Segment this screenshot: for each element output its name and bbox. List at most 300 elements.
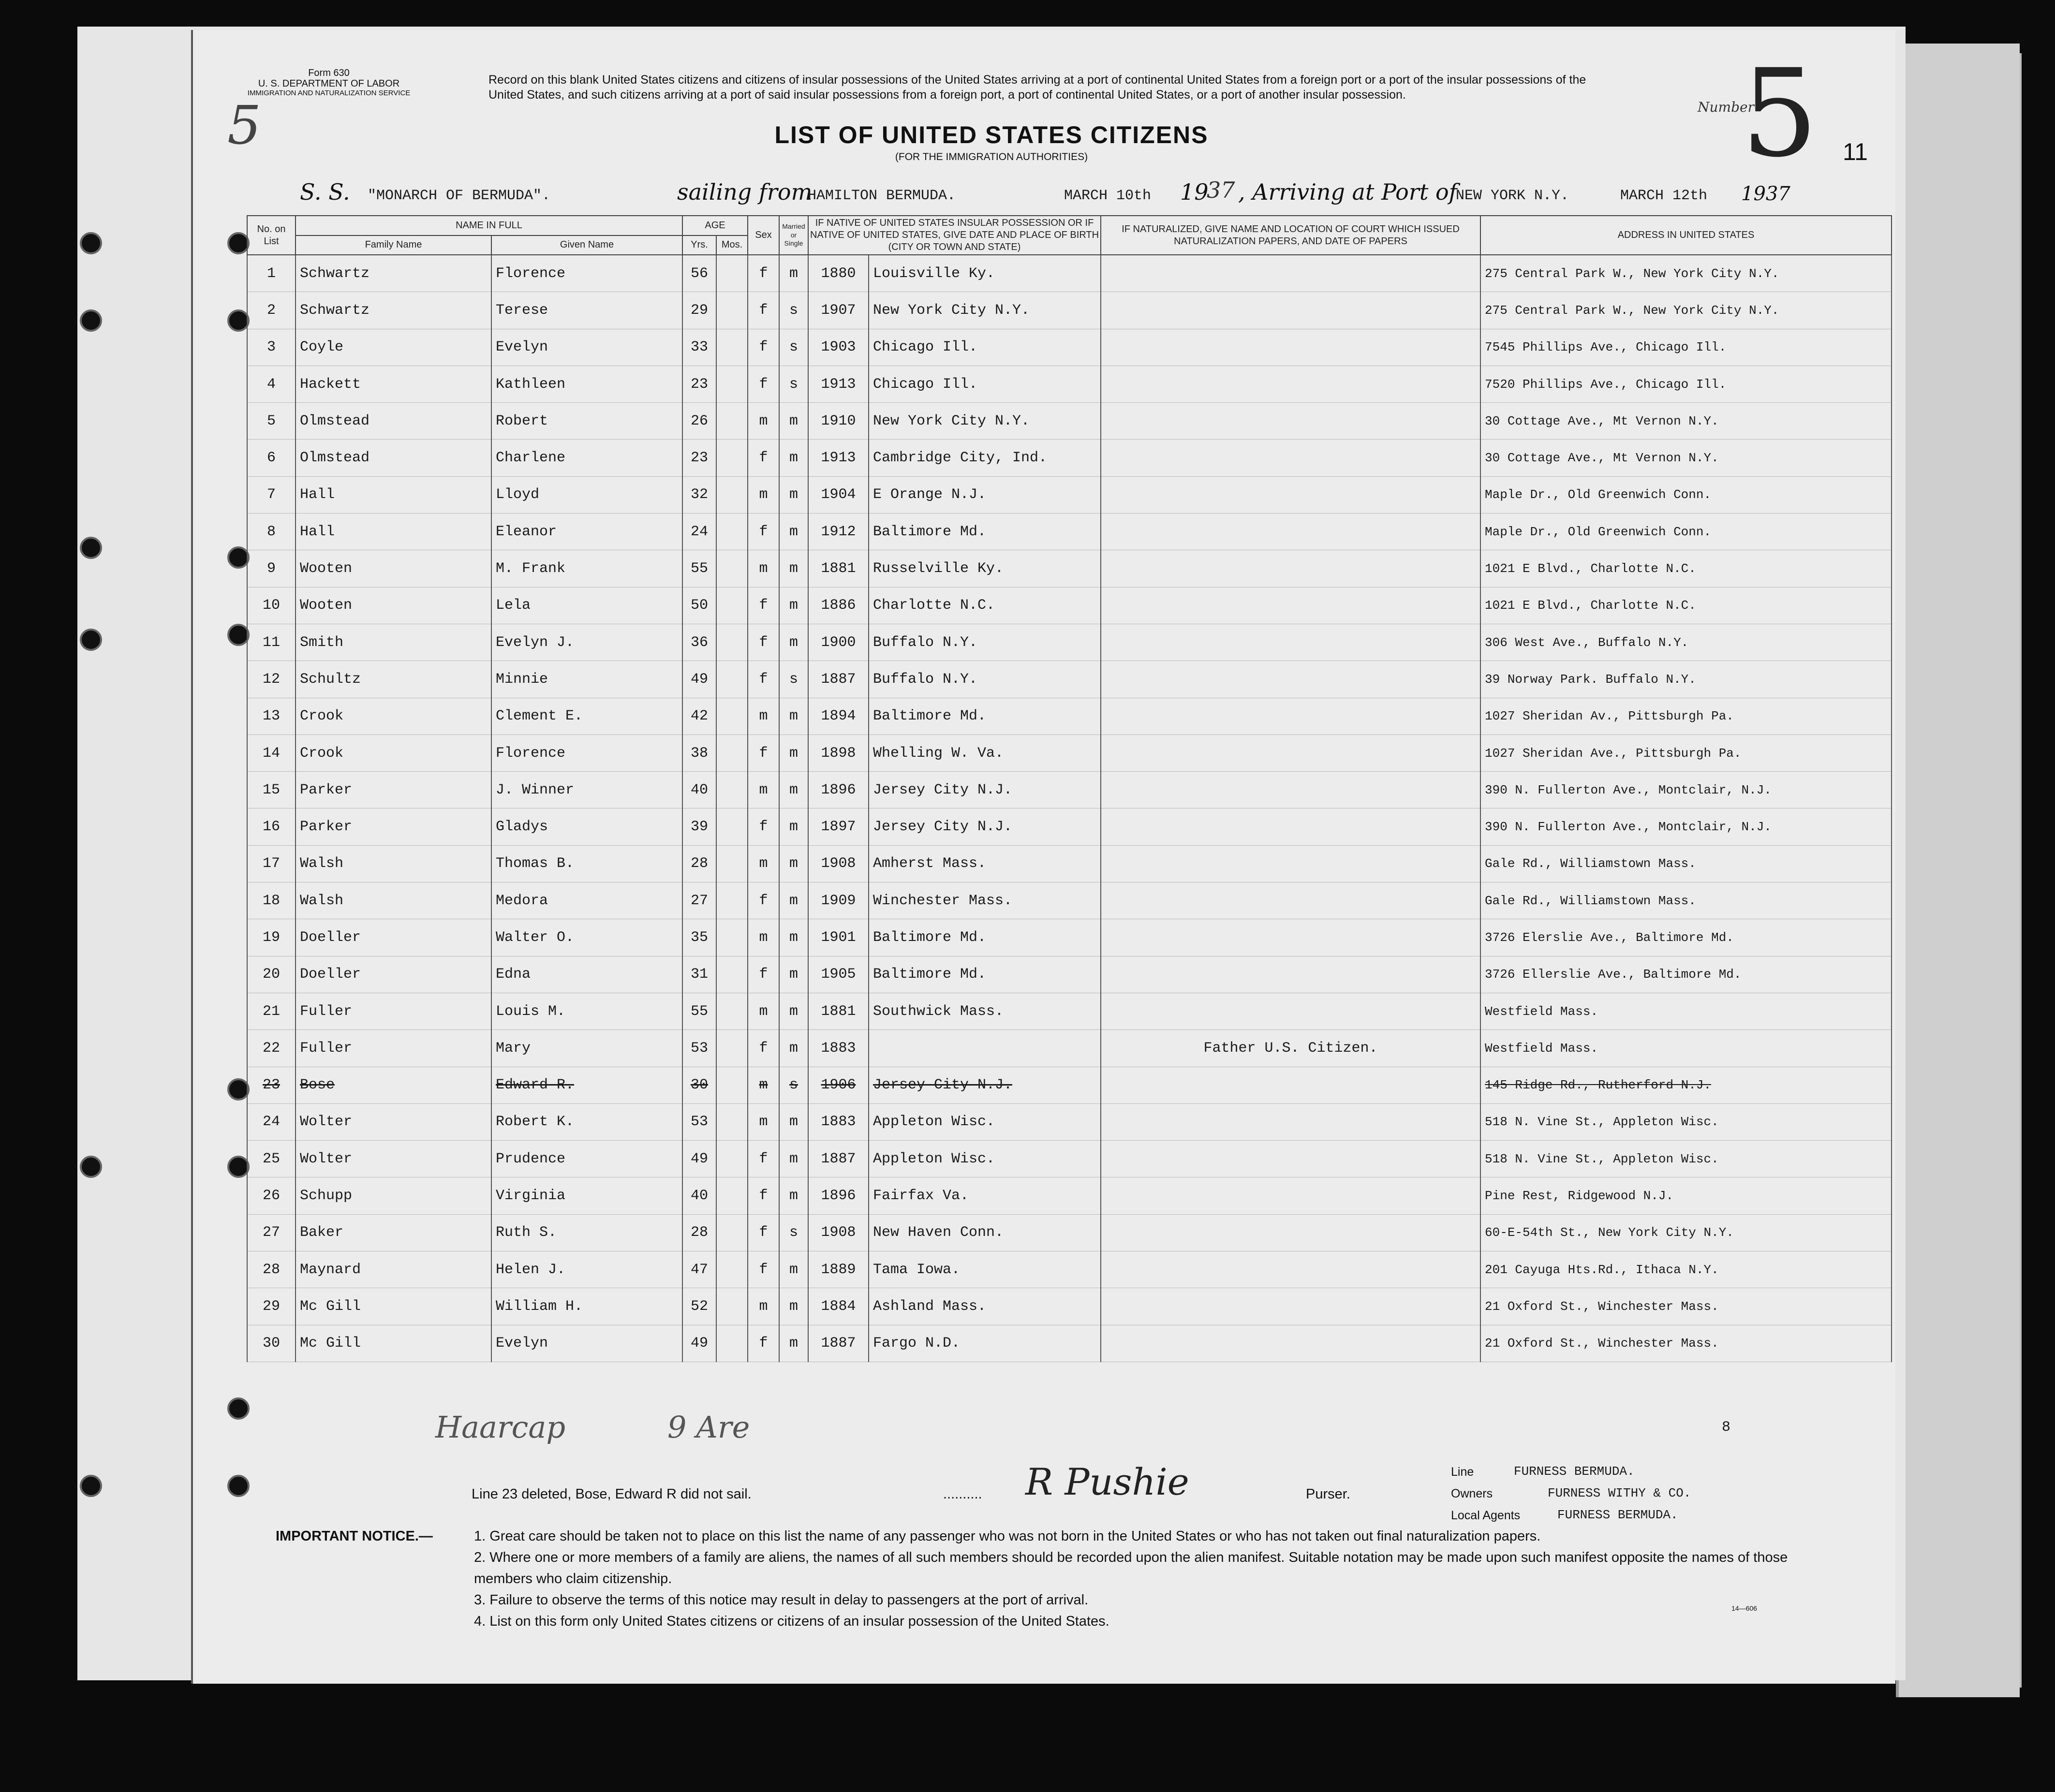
- given-name: Louis M.: [491, 993, 682, 1029]
- col-name-in-full: NAME IN FULL: [296, 216, 682, 235]
- address: 201 Cayuga Hts.Rd., Ithaca N.Y.: [1480, 1251, 1892, 1288]
- age-years: 52: [682, 1288, 716, 1325]
- naturalization: [1101, 1177, 1480, 1214]
- sex: m: [748, 845, 779, 882]
- age-months: [716, 292, 748, 329]
- given-name: Virginia: [491, 1177, 682, 1214]
- family-name: Smith: [296, 624, 491, 661]
- birth-year: 1896: [808, 772, 869, 808]
- birth-year: 1897: [808, 808, 869, 845]
- given-name: Robert K.: [491, 1103, 682, 1140]
- given-name: Florence: [491, 734, 682, 771]
- family-name: Wolter: [296, 1141, 491, 1177]
- naturalization: [1101, 587, 1480, 624]
- birth-place: Baltimore Md.: [869, 698, 1101, 734]
- table-row: [247, 624, 1892, 661]
- address: 1027 Sheridan Av., Pittsburgh Pa.: [1480, 698, 1892, 734]
- row-number: 23: [247, 1067, 296, 1103]
- number-label: Number: [1698, 99, 1754, 115]
- naturalization: [1101, 1325, 1480, 1362]
- row-number: 3: [247, 329, 296, 366]
- from-port: HAMILTON BERMUDA.: [808, 188, 956, 204]
- marital-status: s: [779, 292, 808, 329]
- number-value: 5: [1741, 43, 1818, 184]
- given-name: Lloyd: [491, 476, 682, 513]
- naturalization: [1101, 403, 1480, 440]
- age-years: 30: [682, 1067, 716, 1103]
- address: 390 N. Fullerton Ave., Montclair, N.J.: [1480, 808, 1892, 845]
- corner-handwritten-number: 5: [227, 94, 261, 156]
- marital-status: m: [779, 1288, 808, 1325]
- birth-place: Whelling W. Va.: [869, 734, 1101, 771]
- naturalization: [1101, 514, 1480, 550]
- given-name: Walter O.: [491, 919, 682, 956]
- age-months: [716, 366, 748, 402]
- naturalization: [1101, 1288, 1480, 1325]
- address: 30 Cottage Ave., Mt Vernon N.Y.: [1480, 403, 1892, 440]
- family-name: Wolter: [296, 1103, 491, 1140]
- age-months: [716, 329, 748, 366]
- age-years: 55: [682, 993, 716, 1029]
- family-name: Walsh: [296, 845, 491, 882]
- sex: f: [748, 292, 779, 329]
- col-family-name: Family Name: [296, 235, 491, 255]
- given-name: Evelyn: [491, 1325, 682, 1362]
- age-months: [716, 1030, 748, 1067]
- birth-year: 1889: [808, 1251, 869, 1288]
- table-row: [247, 845, 1892, 882]
- table-header: [247, 216, 1892, 255]
- naturalization: [1101, 734, 1480, 771]
- birth-place: New York City N.Y.: [869, 292, 1101, 329]
- given-name: Minnie: [491, 661, 682, 698]
- marital-status: m: [779, 1030, 808, 1067]
- page-tally: 8: [1722, 1419, 1731, 1436]
- naturalization: [1101, 1251, 1480, 1288]
- marital-status: m: [779, 1251, 808, 1288]
- birth-place: Southwick Mass.: [869, 993, 1101, 1029]
- col-naturalized: IF NATURALIZED, GIVE NAME AND LOCATION OF COURT WHICH ISSUED NATURALIZATION PAPERS, AND DATE OF PAPERS: [1101, 216, 1480, 255]
- table-row: [247, 1288, 1892, 1325]
- address: 390 N. Fullerton Ave., Montclair, N.J.: [1480, 772, 1892, 808]
- marital-status: s: [779, 1214, 808, 1251]
- birth-place: New York City N.Y.: [869, 403, 1101, 440]
- family-name: Bose: [296, 1067, 491, 1103]
- arrive-date: MARCH 12th: [1620, 188, 1708, 204]
- given-name: J. Winner: [491, 772, 682, 808]
- line-label: Line: [1451, 1465, 1474, 1479]
- naturalization: [1101, 882, 1480, 919]
- age-months: [716, 734, 748, 771]
- family-name: Wooten: [296, 550, 491, 587]
- sex: f: [748, 734, 779, 771]
- address: 39 Norway Park. Buffalo N.Y.: [1480, 661, 1892, 698]
- address: 21 Oxford St., Winchester Mass.: [1480, 1288, 1892, 1325]
- punch-hole: [80, 1156, 102, 1178]
- birth-year: 1907: [808, 292, 869, 329]
- marital-status: m: [779, 440, 808, 476]
- age-years: 40: [682, 1177, 716, 1214]
- birth-year: 1913: [808, 440, 869, 476]
- row-number: 7: [247, 476, 296, 513]
- family-name: Schwartz: [296, 292, 491, 329]
- address: Westfield Mass.: [1480, 1030, 1892, 1067]
- age-years: 49: [682, 661, 716, 698]
- address: Gale Rd., Williamstown Mass.: [1480, 845, 1892, 882]
- birth-place: Jersey City N.J.: [869, 772, 1101, 808]
- marital-status: m: [779, 476, 808, 513]
- sail-date: MARCH 10th: [1064, 188, 1152, 204]
- family-name: Fuller: [296, 993, 491, 1029]
- naturalization: [1101, 919, 1480, 956]
- row-number: 15: [247, 772, 296, 808]
- sex: f: [748, 1177, 779, 1214]
- service: IMMIGRATION AND NATURALIZATION SERVICE: [247, 89, 411, 97]
- birth-year: 1906: [808, 1067, 869, 1103]
- age-years: 28: [682, 1214, 716, 1251]
- given-name: Gladys: [491, 808, 682, 845]
- back-sheet-edge: [1896, 44, 2020, 1697]
- age-years: 49: [682, 1325, 716, 1362]
- given-name: Mary: [491, 1030, 682, 1067]
- family-name: Crook: [296, 698, 491, 734]
- birth-place: Fargo N.D.: [869, 1325, 1101, 1362]
- age-months: [716, 1067, 748, 1103]
- family-name: Olmstead: [296, 440, 491, 476]
- address: Maple Dr., Old Greenwich Conn.: [1480, 476, 1892, 513]
- age-years: 38: [682, 734, 716, 771]
- given-name: Charlene: [491, 440, 682, 476]
- birth-year: 1884: [808, 1288, 869, 1325]
- birth-year: 1909: [808, 882, 869, 919]
- address: 518 N. Vine St., Appleton Wisc.: [1480, 1141, 1892, 1177]
- department: U. S. DEPARTMENT OF LABOR: [258, 78, 400, 89]
- sex: m: [748, 919, 779, 956]
- ss-label: S. S.: [300, 179, 350, 205]
- sex: m: [748, 1067, 779, 1103]
- marital-status: m: [779, 882, 808, 919]
- address: 518 N. Vine St., Appleton Wisc.: [1480, 1103, 1892, 1140]
- given-name: Eleanor: [491, 514, 682, 550]
- table-row: [247, 366, 1892, 402]
- punch-hole: [80, 537, 102, 559]
- table-row: [247, 292, 1892, 329]
- age-months: [716, 882, 748, 919]
- row-number: 2: [247, 292, 296, 329]
- marital-status: m: [779, 1177, 808, 1214]
- naturalization: [1101, 1214, 1480, 1251]
- marital-status: m: [779, 550, 808, 587]
- punch-hole: [80, 1475, 102, 1497]
- naturalization: [1101, 1067, 1480, 1103]
- marital-status: s: [779, 1067, 808, 1103]
- age-months: [716, 919, 748, 956]
- given-name: Prudence: [491, 1141, 682, 1177]
- table-row: [247, 1141, 1892, 1177]
- address: 21 Oxford St., Winchester Mass.: [1480, 1325, 1892, 1362]
- table-row: [247, 808, 1892, 845]
- row-number: 25: [247, 1141, 296, 1177]
- age-months: [716, 845, 748, 882]
- age-months: [716, 514, 748, 550]
- birth-year: 1898: [808, 734, 869, 771]
- given-name: Ruth S.: [491, 1214, 682, 1251]
- birth-year: 1908: [808, 1214, 869, 1251]
- sex: m: [748, 403, 779, 440]
- table-row: [247, 919, 1892, 956]
- age-years: 26: [682, 403, 716, 440]
- row-number: 20: [247, 956, 296, 993]
- age-months: [716, 440, 748, 476]
- birth-place: Amherst Mass.: [869, 845, 1101, 882]
- birth-year: 1880: [808, 255, 869, 292]
- passenger-table: [247, 215, 1892, 1362]
- table-row: [247, 1325, 1892, 1362]
- marital-status: m: [779, 1325, 808, 1362]
- year-suffix: 37: [1207, 177, 1235, 203]
- birth-year: 1900: [808, 624, 869, 661]
- age-months: [716, 476, 748, 513]
- row-number: 9: [247, 550, 296, 587]
- punch-hole: [227, 1397, 250, 1420]
- age-months: [716, 255, 748, 292]
- row-number: 12: [247, 661, 296, 698]
- marital-status: m: [779, 1103, 808, 1140]
- age-months: [716, 403, 748, 440]
- family-name: Crook: [296, 734, 491, 771]
- given-name: Clement E.: [491, 698, 682, 734]
- col-given-name: Given Name: [491, 235, 682, 255]
- sex: m: [748, 1103, 779, 1140]
- birth-year: 1896: [808, 1177, 869, 1214]
- row-number: 21: [247, 993, 296, 1029]
- family-name: Hall: [296, 514, 491, 550]
- table-row: [247, 993, 1892, 1029]
- naturalization: [1101, 772, 1480, 808]
- address: 1021 E Blvd., Charlotte N.C.: [1480, 550, 1892, 587]
- naturalization: [1101, 550, 1480, 587]
- to-port: NEW YORK N.Y.: [1456, 188, 1569, 204]
- naturalization: [1101, 956, 1480, 993]
- birth-place: Chicago Ill.: [869, 329, 1101, 366]
- family-name: Hall: [296, 476, 491, 513]
- page-subtitle: (FOR THE IMMIGRATION AUTHORITIES): [895, 151, 1088, 162]
- sex: m: [748, 772, 779, 808]
- table-row: [247, 329, 1892, 366]
- table-row: [247, 476, 1892, 513]
- age-months: [716, 808, 748, 845]
- marital-status: s: [779, 661, 808, 698]
- address: 275 Central Park W., New York City N.Y.: [1480, 292, 1892, 329]
- birth-place: Buffalo N.Y.: [869, 624, 1101, 661]
- agents-label: Local Agents: [1451, 1509, 1521, 1522]
- notice-heading: IMPORTANT NOTICE.—: [276, 1528, 433, 1544]
- age-months: [716, 661, 748, 698]
- col-mos: Mos.: [716, 235, 748, 255]
- address: 7520 Phillips Ave., Chicago Ill.: [1480, 366, 1892, 402]
- row-number: 4: [247, 366, 296, 402]
- row-number: 19: [247, 919, 296, 956]
- naturalization: [1101, 329, 1480, 366]
- naturalization: [1101, 808, 1480, 845]
- punch-hole: [80, 629, 102, 651]
- row-number: 6: [247, 440, 296, 476]
- birth-place: New Haven Conn.: [869, 1214, 1101, 1251]
- agents-value: FURNESS BERMUDA.: [1557, 1508, 1678, 1522]
- col-sex: Sex: [748, 216, 779, 255]
- row-number: 30: [247, 1325, 296, 1362]
- table-row: [247, 1251, 1892, 1288]
- marital-status: m: [779, 514, 808, 550]
- age-months: [716, 1325, 748, 1362]
- sex: m: [748, 550, 779, 587]
- row-number: 18: [247, 882, 296, 919]
- marital-status: m: [779, 734, 808, 771]
- row-number: 11: [247, 624, 296, 661]
- marital-status: m: [779, 772, 808, 808]
- naturalization: Father U.S. Citizen.: [1101, 1030, 1480, 1067]
- marital-status: m: [779, 956, 808, 993]
- given-name: Evelyn J.: [491, 624, 682, 661]
- deletion-note: Line 23 deleted, Bose, Edward R did not sail.: [472, 1486, 752, 1502]
- row-number: 10: [247, 587, 296, 624]
- family-name: Fuller: [296, 1030, 491, 1067]
- address: 30 Cottage Ave., Mt Vernon N.Y.: [1480, 440, 1892, 476]
- age-years: 23: [682, 440, 716, 476]
- birth-place: Appleton Wisc.: [869, 1141, 1101, 1177]
- table-row: [247, 1103, 1892, 1140]
- marital-status: m: [779, 993, 808, 1029]
- table-row: [247, 514, 1892, 550]
- birth-year: 1912: [808, 514, 869, 550]
- birth-place: Jersey City N.J.: [869, 808, 1101, 845]
- sex: m: [748, 993, 779, 1029]
- address: 306 West Ave., Buffalo N.Y.: [1480, 624, 1892, 661]
- table-row: [247, 698, 1892, 734]
- family-name: Doeller: [296, 919, 491, 956]
- notice-list: [474, 1526, 1848, 1632]
- family-name: Mc Gill: [296, 1325, 491, 1362]
- col-married: Married or Single: [779, 216, 808, 255]
- birth-year: 1905: [808, 956, 869, 993]
- row-number: 24: [247, 1103, 296, 1140]
- ship-name: "MONARCH OF BERMUDA".: [368, 188, 551, 204]
- marital-status: m: [779, 1141, 808, 1177]
- birth-year: 1887: [808, 661, 869, 698]
- address: 145 Ridge Rd., Rutherford N.J.: [1480, 1067, 1892, 1103]
- table-row: [247, 1067, 1892, 1103]
- birth-year: 1894: [808, 698, 869, 734]
- birth-year: 1887: [808, 1325, 869, 1362]
- age-years: 29: [682, 292, 716, 329]
- print-code: 14—606: [1731, 1604, 1757, 1612]
- col-address: ADDRESS IN UNITED STATES: [1480, 216, 1892, 255]
- family-name: Parker: [296, 772, 491, 808]
- age-months: [716, 1141, 748, 1177]
- birth-place: Winchester Mass.: [869, 882, 1101, 919]
- age-years: 23: [682, 366, 716, 402]
- naturalization: [1101, 292, 1480, 329]
- family-name: Doeller: [296, 956, 491, 993]
- row-number: 26: [247, 1177, 296, 1214]
- address: Maple Dr., Old Greenwich Conn.: [1480, 514, 1892, 550]
- notice-item: 1. Great care should be taken not to place on this list the name of any passenger who was not born in the United States or who has not taken out final naturalization papers.: [474, 1528, 1541, 1544]
- address: 275 Central Park W., New York City N.Y.: [1480, 255, 1892, 292]
- age-months: [716, 1251, 748, 1288]
- punch-hole: [80, 309, 102, 332]
- address: Gale Rd., Williamstown Mass.: [1480, 882, 1892, 919]
- birth-year: 1901: [808, 919, 869, 956]
- owners-label: Owners: [1451, 1487, 1493, 1500]
- birth-place: Baltimore Md.: [869, 956, 1101, 993]
- birth-year: 1904: [808, 476, 869, 513]
- naturalization: [1101, 698, 1480, 734]
- naturalization: [1101, 1103, 1480, 1140]
- table-row: [247, 550, 1892, 587]
- age-months: [716, 1214, 748, 1251]
- sex: f: [748, 1141, 779, 1177]
- age-months: [716, 772, 748, 808]
- marital-status: m: [779, 587, 808, 624]
- birth-year: 1910: [808, 403, 869, 440]
- family-name: Coyle: [296, 329, 491, 366]
- address: 7545 Phillips Ave., Chicago Ill.: [1480, 329, 1892, 366]
- table-row: [247, 440, 1892, 476]
- family-name: Wooten: [296, 587, 491, 624]
- birth-place: Tama Iowa.: [869, 1251, 1101, 1288]
- row-number: 29: [247, 1288, 296, 1325]
- family-name: Schwartz: [296, 255, 491, 292]
- table-row: [247, 882, 1892, 919]
- naturalization: [1101, 624, 1480, 661]
- marital-status: s: [779, 329, 808, 366]
- birth-place: E Orange N.J.: [869, 476, 1101, 513]
- given-name: Medora: [491, 882, 682, 919]
- sex: f: [748, 587, 779, 624]
- family-name: Schupp: [296, 1177, 491, 1214]
- birth-year: 1881: [808, 993, 869, 1029]
- col-birth: IF NATIVE OF UNITED STATES INSULAR POSSESSION OR IF NATIVE OF UNITED STATES, GIVE DATE AND PLACE OF BIRTH (CITY OR TOWN AND STATE): [808, 216, 1101, 255]
- sex: f: [748, 956, 779, 993]
- year-prefix: 19: [1180, 179, 1209, 205]
- given-name: Robert: [491, 403, 682, 440]
- given-name: Evelyn: [491, 329, 682, 366]
- purser-signature: R Pushie: [1025, 1460, 1189, 1503]
- age-years: 53: [682, 1103, 716, 1140]
- birth-place: Fairfax Va.: [869, 1177, 1101, 1214]
- page-title: LIST OF UNITED STATES CITIZENS: [774, 121, 1209, 148]
- notice-item: 4. List on this form only United States citizens or citizens of an insular possession of the United States.: [474, 1614, 1109, 1629]
- address: Pine Rest, Ridgewood N.J.: [1480, 1177, 1892, 1214]
- family-name: Hackett: [296, 366, 491, 402]
- notice-item: 2. Where one or more members of a family are aliens, the names of all such members should be recorded upon the alien manifest. Suitable notation may be made upon such manifest opposite the names of those members who claim citizenship.: [474, 1550, 1788, 1586]
- birth-place: Ashland Mass.: [869, 1288, 1101, 1325]
- age-months: [716, 1288, 748, 1325]
- family-name: Maynard: [296, 1251, 491, 1288]
- birth-place: Russelville Ky.: [869, 550, 1101, 587]
- sailing-label: sailing from: [677, 179, 813, 205]
- table-row: [247, 1030, 1892, 1067]
- purser-label: Purser.: [1306, 1486, 1350, 1502]
- number-extra: 11: [1843, 138, 1868, 165]
- age-months: [716, 993, 748, 1029]
- row-number: 22: [247, 1030, 296, 1067]
- row-number: 13: [247, 698, 296, 734]
- owners-value: FURNESS WITHY & CO.: [1548, 1486, 1691, 1500]
- age-years: 42: [682, 698, 716, 734]
- sex: f: [748, 882, 779, 919]
- given-name: Thomas B.: [491, 845, 682, 882]
